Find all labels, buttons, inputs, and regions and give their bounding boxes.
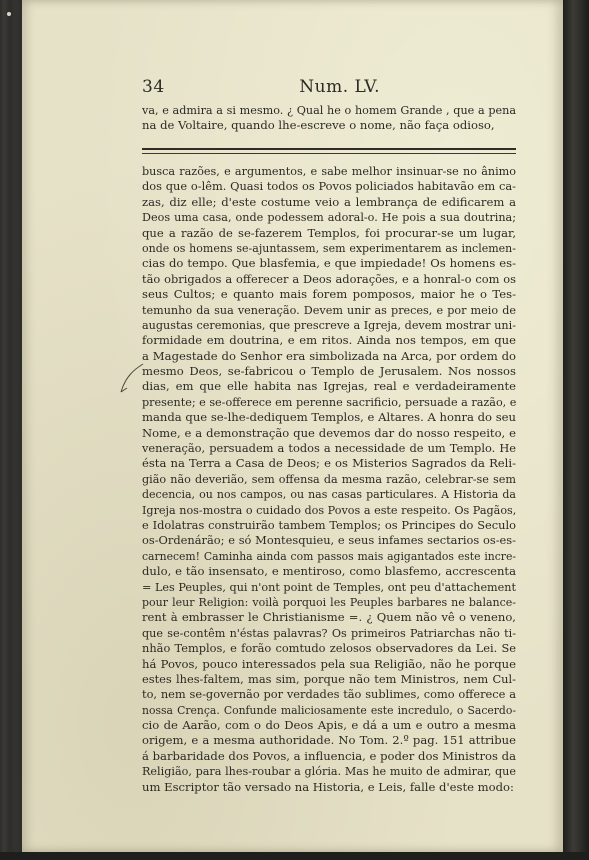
text-line: um Escriptor tão versado na Historia, e Leis, falle d'este modo: xyxy=(142,779,514,794)
text-line: cio de Aarão, com o do Deos Apis, e dá a um e outro a mesma xyxy=(142,718,516,733)
text-line: na de Voltaire, quando lhe-escreve o nome, não faça odioso, xyxy=(142,118,495,133)
text-line: á barbaridade dos Povos, a influencia, e poder dos Ministros da xyxy=(142,748,516,763)
text-line: busca razões, e argumentos, e sabe melhor insinuar-se no ânimo xyxy=(142,165,516,178)
text-line: onde os homens se-ajuntassem, sem experimentarem as inclemen- xyxy=(142,241,516,255)
body-paragraph xyxy=(142,164,516,795)
text-line: nhão Templos, e forão comtudo zelosos observadores da Lei. Se xyxy=(142,641,516,656)
text-line: e Idolatras construirão tambem Templos; os Principes do Seculo xyxy=(142,517,516,532)
text-line: pour leur Religion: voilà porquoi les Peuples barbares ne balance- xyxy=(142,595,516,609)
text-line: ésta na Terra a Casa de Deos; e os Misterios Sagrados da Reli- xyxy=(142,456,516,471)
page-edge-shadow xyxy=(563,0,589,852)
text-line: gião não deverião, sem offensa da mesma razão, celebrar-se sem xyxy=(142,472,516,486)
intro-paragraph xyxy=(142,103,516,134)
scan-bottom-border xyxy=(0,852,589,860)
text-line: carnecem! Caminha ainda com passos mais agigantados este incre- xyxy=(142,549,516,563)
scan-speck xyxy=(7,12,11,16)
section-rule-bottom xyxy=(142,153,516,154)
text-line: presente; e se-offerece em perenne sacrificio, persuade a razão, e xyxy=(142,395,517,409)
text-line: manda que se-lhe-dediquem Templos, e Altares. A honra do seu xyxy=(142,410,516,425)
text-line: tão obrigados a offerecer a Deos adorações, e a honral-o com os xyxy=(142,271,516,286)
text-line: dias, em que elle habita nas Igrejas, real e verdadeiramente xyxy=(142,379,516,394)
text-line: va, e admira a si mesmo. ¿ Qual he o homem Grande , que a pena xyxy=(142,104,516,117)
running-head: Num. LV. xyxy=(299,77,380,97)
text-line: seus Cultos; e quanto mais forem pomposos, maior he o Tes- xyxy=(142,287,516,302)
section-rule-top xyxy=(142,148,516,150)
text-line: cias do tempo. Que blasfemia, e que impiedade! Os homens es- xyxy=(142,256,516,271)
text-line: há Povos, pouco interessados pela sua Religião, não he porque xyxy=(142,656,516,671)
text-line: os-Ordenárão; e só Montesquieu, e seus infames sectarios os-es- xyxy=(142,533,516,548)
text-line: mesmo Deos, se-fabricou o Templo de Jerusalem. Nos nossos xyxy=(142,364,516,379)
text-line: estes lhes-faltem, mas sim, porque não tem Ministros, nem Cul- xyxy=(142,671,516,686)
text-line: veneração, persuadem a todos a necessidade de um Templo. He xyxy=(142,441,516,456)
text-line: origem, e a mesma authoridade. No Tom. 2.º pag. 151 attribue xyxy=(142,733,516,748)
text-line: formidade em doutrina, e em ritos. Ainda nos tempos, em que xyxy=(142,333,516,348)
text-line: decencia, ou nos campos, ou nas casas particulares. A Historia da xyxy=(142,488,516,502)
text-line: dos que o-lêm. Quasi todos os Povos policiados habitavão em ca- xyxy=(142,179,516,194)
text-line: Nome, e a demonstração que devemos dar do nosso respeito, e xyxy=(142,425,516,440)
text-line: dulo, e tão insensato, e mentiroso, como blasfemo, accrescenta xyxy=(142,564,516,579)
text-line: augustas ceremonias, que prescreve a Igreja, devem mostrar uni- xyxy=(142,318,516,332)
text-line: to, nem se-governão por verdades tão sublimes, como offerece a xyxy=(142,687,516,702)
text-line: que se-contêm n'éstas palavras? Os primeiros Patriarchas não ti- xyxy=(142,626,516,640)
text-line: nossa Crença. Confunde maliciosamente este incredulo, o Sacerdo- xyxy=(142,703,516,717)
text-line: = Les Peuples, qui n'ont point de Temples, ont peu d'attachement xyxy=(142,580,516,594)
text-line: a Magestade do Senhor era simbolizada na Arca, por ordem do xyxy=(142,348,516,363)
text-line: temunho da sua veneração. Devem unir as preces, e por meio de xyxy=(142,303,516,317)
text-line: Religião, para lhes-roubar a glória. Mas he muito de admirar, que xyxy=(142,765,516,779)
text-line: zas, diz elle; d'este costume veio a lembrança de edificarem a xyxy=(142,194,516,209)
text-line: Deos uma casa, onde podessem adoral-o. He pois a sua doutrina; xyxy=(142,211,516,225)
text-line: Igreja nos-mostra o cuidado dos Povos a este respeito. Os Pagãos, xyxy=(142,503,517,517)
page-header xyxy=(142,77,516,97)
text-line: rent à embrasser le Christianisme =. ¿ Quem não vê o veneno, xyxy=(142,610,516,625)
text-line: que a razão de se-fazerem Templos, foi procurar-se um lugar, xyxy=(142,225,516,240)
page-number: 34 xyxy=(142,77,165,97)
margin-annotation-mark xyxy=(119,362,145,396)
